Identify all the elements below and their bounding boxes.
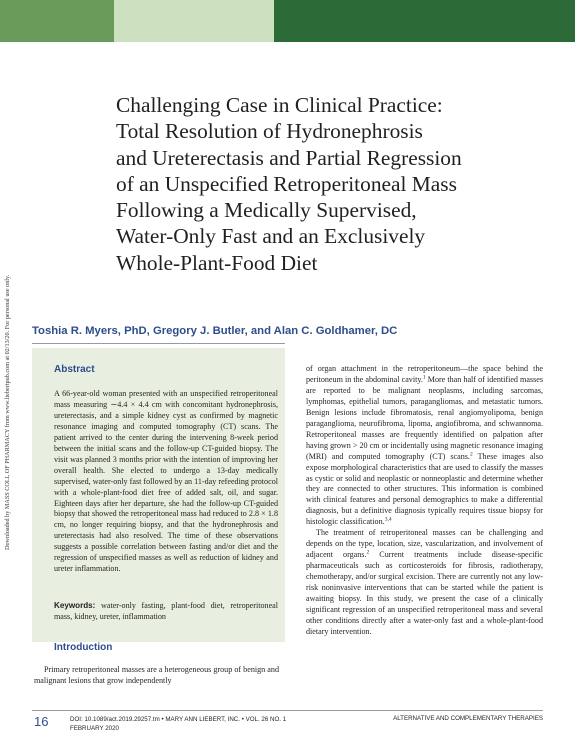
abstract-heading: Abstract: [54, 364, 95, 375]
footer-doi-line: DOI: 10.1089/act.2019.29257.tm • MARY ANN LIEBERT, INC. • VOL. 26 NO. 1: [70, 716, 287, 723]
download-notice: [2, 180, 14, 560]
article-title: [116, 92, 556, 276]
text-run: Current treatments include disease-specific pharmaceuticals such as corticosteroids for fibrosis, radiotherapy, chemotherapy, and/or surgical excision. There are currently not any low-risk noninvasive interventions that can be started while the patient is awaiting biopsy. In this study, we present the case of a clinically significant regression of an unspecified retroperitoneal mass and several other conditions directly after a water-only fast and a whole-plant-food dietary intervention.: [306, 550, 543, 636]
footer-citation: [70, 715, 286, 733]
title-line: Following a Medically Supervised,: [116, 198, 417, 223]
paragraph: [306, 364, 543, 528]
title-line: Challenging Case in Clinical Practice:: [116, 93, 443, 117]
footer-date-line: FEBRUARY 2020: [70, 725, 119, 732]
header-band-segment-dark-green: [274, 0, 575, 42]
reference-mark: 2: [469, 450, 473, 457]
header-band-segment-mid-green: [0, 0, 114, 42]
footer-divider: [32, 710, 543, 711]
right-column-text: [306, 364, 543, 638]
header-color-band: [0, 0, 575, 42]
author-list: Toshia R. Myers, PhD, Gregory J. Butler, and Alan C. Goldhamer, DC: [32, 325, 398, 337]
title-line: Total Resolution of Hydronephrosis: [116, 119, 423, 144]
paragraph: [306, 528, 543, 638]
abstract-text: A 66-year-old woman presented with an unspecified retroperitoneal mass measuring ∼4.4 × 4.4 cm with concomitant hydronephrosis, ureterectasis, and a simple kidney cyst as confirmed by magnetic resonance imaging and computed tomography (CT) scans. The patient arrived to the center during the intervening 8-week period between the initial scans and the follow-up CT-guided biopsy. The visit was planned 3 months prior with the intention of improving her overall health. She elected to undergo a 13-day medically supervised, water-only fast followed by an 11-day refeeding protocol with a whole-plant-food diet free of added salt, oil, and sugar. Eighteen days after her departure, she had the follow-up CT-guided biopsy that showed the retroperitoneal mass had reduced to 2.8 × 1.8 cm, no longer requiring biopsy, and that the hydronephrosis and ureterectasis had also resolved. The time of these observations suggests a possible correlation between fasting and/or diet and the regression of unspecified masses as well as reduction of kidney and ureter inflammation.: [54, 389, 278, 574]
text-run: More than half of identified masses are reported to be malignant neoplasms, including sarcomas, lymphomas, epithelial tumors, paragangliomas, and metastatic tumors. Benign lesions include fibromatosis, renal angiomyolipoma, benign paraganglioma, neurofibroma, lipoma, angiofibroma, and schwannoma. Retroperitoneal masses are frequently identified on palpation after having grown > 20 cm or incidentally using magnetic resonance imaging (MRI) and computed tomography (CT) scans.: [306, 374, 543, 461]
author-divider: [32, 343, 285, 344]
page-number: 16: [34, 714, 49, 729]
introduction-text: Primary retroperitoneal masses are a heterogeneous group of benign and malignant lesions that grow independently: [34, 665, 279, 685]
text-run: The treatment of retroperitoneal masses can be challenging and depends on the type, location, size, vascularization, and involvement of adjacent organs.: [306, 528, 543, 560]
title-line: Whole-Plant-Food Diet: [116, 250, 318, 275]
title-line: of an Unspecified Retroperitoneal Mass: [116, 171, 457, 196]
text-run: These images also expose morphological characteristics that are used to classify the masses as cystic or solid and neoplastic or nonneoplastic and determine whether they are connected to other structures. This information is combined with clinical features and personal demographics to make a differential diagnosis, but a definitive diagnosis typically requires tissue biopsy for histologic classification.: [306, 451, 543, 527]
reference-mark: 3,4: [384, 516, 392, 523]
reference-mark: 2: [366, 549, 370, 556]
title-line: and Ureterectasis and Partial Regression: [116, 145, 462, 170]
header-band-segment-light-green: [114, 0, 274, 42]
introduction-heading: Introduction: [54, 642, 113, 653]
keywords-label: Keywords:: [54, 601, 96, 610]
reference-mark: 1: [422, 374, 426, 381]
journal-name: ALTERNATIVE AND COMPLEMENTARY THERAPIES: [393, 715, 543, 722]
text-run: of organ attachment in the retroperitoneum—the space behind the peritoneum in the abdominal cavity.: [306, 364, 543, 384]
keywords: [54, 601, 278, 623]
keywords-text: water-only fasting, plant-food diet, retroperitoneal mass, kidney, ureter, inflammation: [54, 601, 278, 621]
title-line: Water-Only Fast and an Exclusively: [116, 224, 426, 249]
download-notice-text: Downloaded by MASS COLL OF PHARMACY from www.liebertpub.com at 02/13/20. For personal use only.: [4, 274, 11, 550]
